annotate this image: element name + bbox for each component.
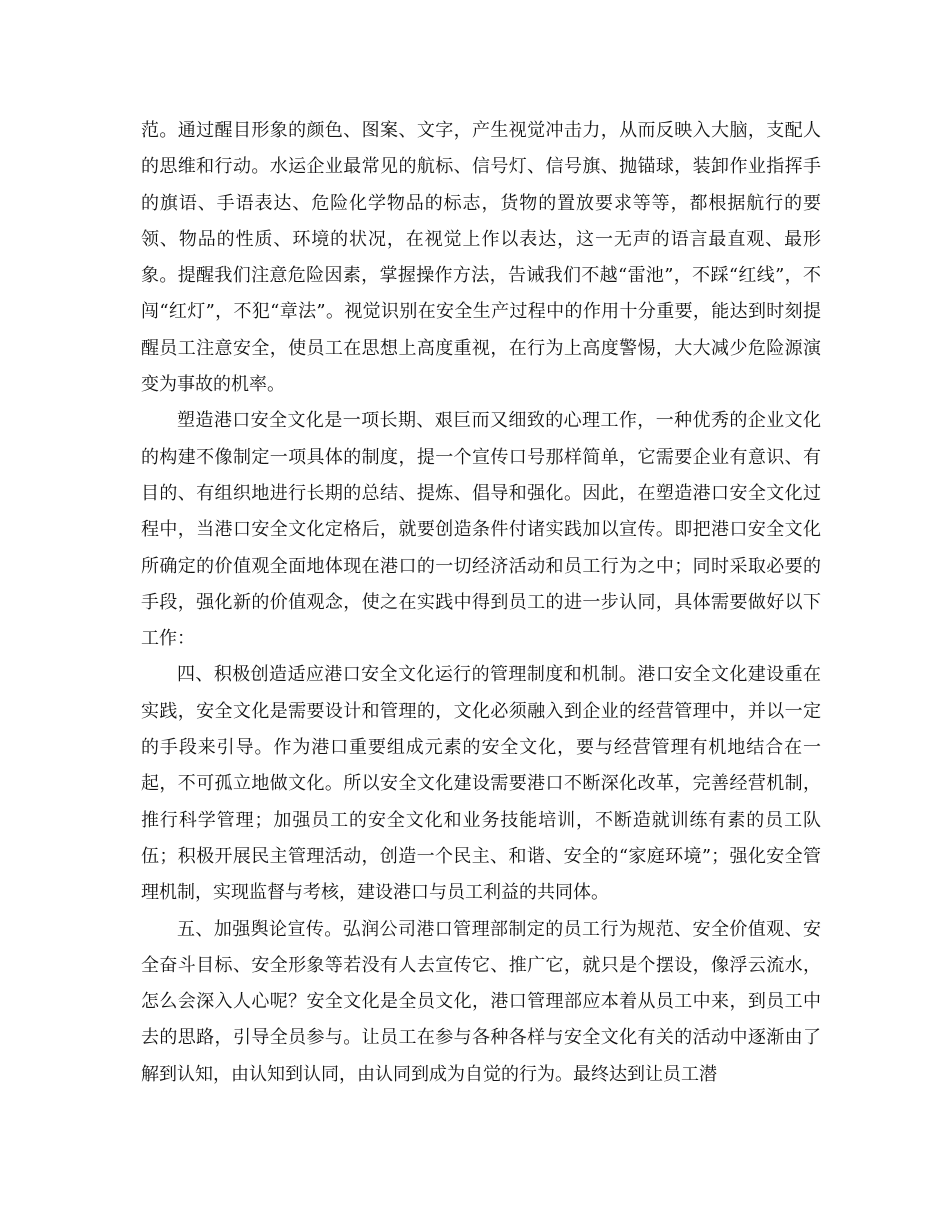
paragraph-2: 塑造港口安全文化是一项长期、艰巨而又细致的心理工作，一种优秀的企业文化的构建不像制定一项具体的制度，提一个宣传口号那样简单，它需要企业有意识、有目的、有组织地进行长期的总结、提炼、倡导和强化。因此，在塑造港口安全文化过程中，当港口安全文化定格后，就要创造条件付诸实践加以宣传。即把港口安全文化所确定的价值观全面地体现在港口的一切经济活动和员工行为之中；同时采取必要的手段，强化新的价值观念，使之在实践中得到员工的进一步认同，具体需要做好以下工作： — [141, 410, 821, 650]
document-body — [141, 113, 821, 1093]
paragraph-3: 四、积极创造适应港口安全文化运行的管理制度和机制。港口安全文化建设重在实践，安全文化是需要设计和管理的，文化必须融入到企业的经营管理中，并以一定的手段来引导。作为港口重要组成元素的安全文化，要与经营管理有机地结合在一起，不可孤立地做文化。所以安全文化建设需要港口不断深化改革，完善经营机制，推行科学管理；加强员工的安全文化和业务技能培训，不断造就训练有素的员工队伍；积极开展民主管理活动，创造一个民主、和谐、安全的“家庭环境”；强化安全管理机制，实现监督与考核，建设港口与员工利益的共同体。 — [141, 664, 821, 904]
paragraph-1: 范。通过醒目形象的颜色、图案、文字，产生视觉冲击力，从而反映入大脑，支配人的思维和行动。水运企业最常见的航标、信号灯、信号旗、抛锚球，装卸作业指挥手的旗语、手语表达、危险化学物品的标志，货物的置放要求等等，都根据航行的要领、物品的性质、环境的状况，在视觉上作以表达，这一无声的语言最直观、最形象。提醒我们注意危险因素，掌握操作方法，告诫我们不越“雷池”，不踩“红线”，不闯“红灯”，不犯“章法”。视觉识别在安全生产过程中的作用十分重要，能达到时刻提醒员工注意安全，使员工在思想上高度重视，在行为上高度警惕，大大减少危险源演变为事故的机率。 — [141, 120, 821, 396]
paragraph-4: 五、加强舆论宣传。弘润公司港口管理部制定的员工行为规范、安全价值观、安全奋斗目标、安全形象等若没有人去宣传它、推广它，就只是个摆设，像浮云流水，怎么会深入人心呢？安全文化是全员文化，港口管理部应本着从员工中来，到员工中去的思路，引导全员参与。让员工在参与各种各样与安全文化有关的活动中逐渐由了解到认知，由认知到认同，由认同到成为自觉的行为。最终达到让员工潜 — [141, 918, 821, 1085]
